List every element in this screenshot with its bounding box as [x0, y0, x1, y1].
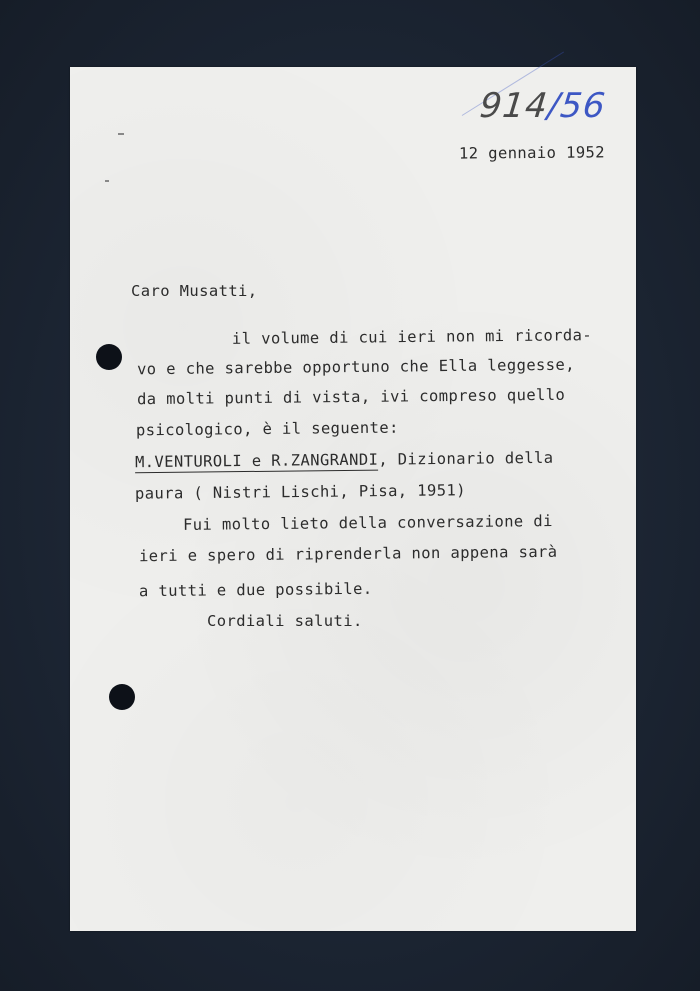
letter-date: 12 gennaio 1952: [458, 143, 606, 163]
archive-number-sub: 56: [558, 86, 608, 126]
punch-hole: [109, 684, 135, 710]
body-line: a tutti e due possibile.: [138, 579, 373, 601]
pencil-mark: [105, 180, 109, 182]
archive-number-separator: /: [545, 86, 563, 126]
salutation: Caro Musatti,: [131, 282, 258, 300]
body-line: ieri e spero di riprenderla non appena sarà: [138, 542, 558, 566]
archive-number: [478, 86, 608, 126]
archive-number-main: 914: [477, 86, 551, 126]
body-line: psicologico, è il seguente:: [135, 418, 399, 440]
body-line: da molti punti di vista, ivi compreso quello: [136, 385, 566, 409]
body-line: il volume di cui ieri non mi ricorda-: [231, 326, 593, 348]
body-line: Fui molto lieto della conversazione di: [182, 512, 553, 534]
body-line: vo e che sarebbe opportuno che Ella leggesse,: [136, 355, 576, 379]
closing: Cordiali saluti.: [207, 612, 363, 630]
book-title: , Dizionario della: [378, 448, 554, 469]
punch-hole: [96, 344, 122, 370]
book-authors: M.VENTUROLI e R.ZANGRANDI: [134, 450, 379, 472]
book-reference-line: paura ( Nistri Lischi, Pisa, 1951): [134, 481, 466, 503]
pencil-mark: [118, 133, 124, 135]
